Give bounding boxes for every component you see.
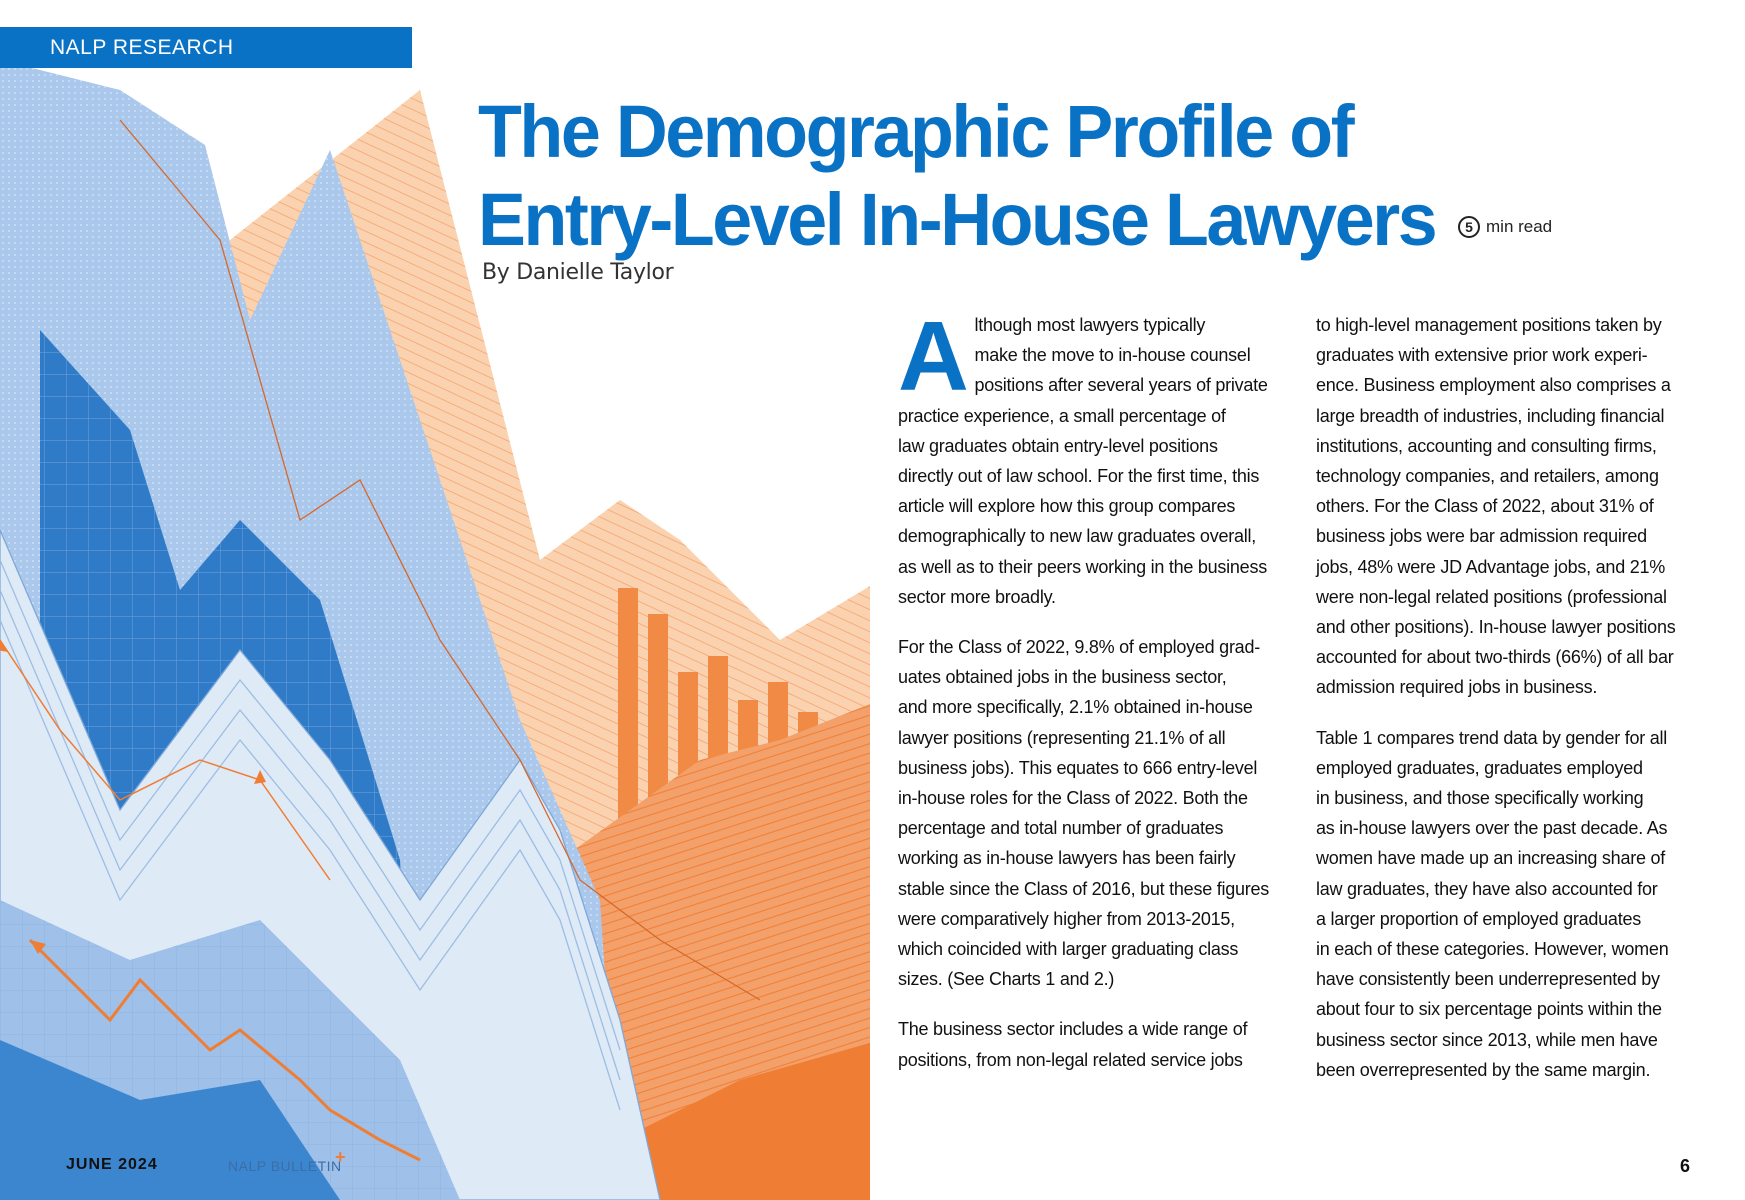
- text-line: large breadth of industries, including financial: [1316, 405, 1665, 426]
- text-line: For the Class of 2022, 9.8% of employed grad-: [898, 637, 1260, 658]
- text-line: jobs, 48% were JD Advantage jobs, and 21%: [1316, 556, 1665, 577]
- text-line: business sector since 2013, while men have: [1316, 1029, 1658, 1050]
- text-line: been overrepresented by the same margin.: [1316, 1059, 1651, 1080]
- drop-cap: A: [898, 301, 969, 411]
- byline: By Danielle Taylor: [482, 260, 674, 285]
- text-line: positions, from non-legal related service jobs: [898, 1049, 1243, 1070]
- text-line: ence. Business employment also comprises a: [1316, 375, 1671, 396]
- text-line: Table 1 compares trend data by gender for all: [1316, 727, 1667, 748]
- text-line: and other positions). In-house lawyer positions: [1316, 617, 1676, 638]
- paragraph-4: [1316, 310, 1706, 703]
- text-line: about four to six percentage points within the: [1316, 999, 1662, 1020]
- text-line: have consistently been underrepresented by: [1316, 969, 1660, 990]
- read-time: [1458, 216, 1552, 238]
- text-line: stable since the Class of 2016, but these figures: [898, 878, 1269, 899]
- text-line: percentage and total number of graduates: [898, 818, 1224, 839]
- title-line-2: Entry-Level In-House Lawyers: [478, 178, 1436, 261]
- text-line: practice experience, a small percentage of: [898, 405, 1226, 426]
- text-line: were non-legal related positions (professional: [1316, 586, 1667, 607]
- article-title: [478, 88, 1435, 264]
- text-line: The business sector includes a wide range of: [898, 1019, 1248, 1040]
- text-line: were comparatively higher from 2013-2015,: [898, 908, 1235, 929]
- text-line: as well as to their peers working in the business: [898, 556, 1267, 577]
- text-line: article will explore how this group compares: [898, 496, 1236, 517]
- text-line: make the move to in-house counsel: [974, 345, 1251, 366]
- paragraph-1: [898, 301, 1278, 612]
- paragraph-2: [898, 632, 1278, 994]
- text-line: graduates with extensive prior work experi-: [1316, 345, 1648, 366]
- text-line: demographically to new law graduates overall,: [898, 526, 1256, 547]
- text-line: sizes. (See Charts 1 and 2.): [898, 969, 1115, 990]
- text-line: in each of these categories. However, women: [1316, 939, 1669, 960]
- title-line-1: The Demographic Profile of: [478, 90, 1353, 173]
- paragraph-5: [1316, 723, 1706, 1085]
- article-column-1: [898, 301, 1278, 1095]
- page-number: 6: [1680, 1156, 1691, 1176]
- text-line: women have made up an increasing share of: [1316, 848, 1665, 869]
- text-line: as in-house lawyers over the past decade. As: [1316, 818, 1668, 839]
- text-line: a larger proportion of employed graduates: [1316, 908, 1641, 929]
- text-line: to high-level management positions taken by: [1316, 315, 1662, 335]
- text-line: law graduates, they have also accounted for: [1316, 878, 1658, 899]
- text-line: directly out of law school. For the first time, this: [898, 466, 1260, 487]
- text-line: institutions, accounting and consulting firms,: [1316, 435, 1657, 456]
- paragraph-3: [898, 1014, 1278, 1074]
- text-line: lthough most lawyers typically: [974, 315, 1206, 335]
- text-line: law graduates obtain entry-level positions: [898, 435, 1218, 456]
- text-line: admission required jobs in business.: [1316, 677, 1598, 698]
- text-line: uates obtained jobs in the business sector,: [898, 667, 1227, 688]
- text-line: accounted for about two-thirds (66%) of all bar: [1316, 647, 1674, 668]
- plus-icon: +: [335, 1147, 346, 1167]
- text-line: working as in-house lawyers has been fairly: [898, 848, 1236, 869]
- text-line: in business, and those specifically working: [1316, 788, 1644, 809]
- footer-publication: NALP BULLETIN: [228, 1158, 342, 1174]
- read-time-label: min read: [1486, 217, 1553, 236]
- text-line: sector more broadly.: [898, 586, 1056, 607]
- text-line: employed graduates, graduates employed: [1316, 757, 1643, 778]
- section-label: NALP RESEARCH: [0, 27, 412, 68]
- text-line: which coincided with larger graduating class: [898, 939, 1239, 960]
- text-line: others. For the Class of 2022, about 31% of: [1316, 496, 1654, 517]
- clock-icon: 5: [1458, 216, 1480, 238]
- text-line: in-house roles for the Class of 2022. Both the: [898, 788, 1248, 809]
- article-column-2: [1316, 310, 1706, 1105]
- footer-date: JUNE 2024: [66, 1156, 158, 1173]
- text-line: and more specifically, 2.1% obtained in-house: [898, 697, 1253, 718]
- text-line: technology companies, and retailers, among: [1316, 466, 1659, 487]
- text-line: business jobs). This equates to 666 entry-level: [898, 757, 1258, 778]
- text-line: lawyer positions (representing 21.1% of all: [898, 727, 1226, 748]
- text-line: positions after several years of private: [974, 375, 1268, 396]
- text-line: business jobs were bar admission required: [1316, 526, 1647, 547]
